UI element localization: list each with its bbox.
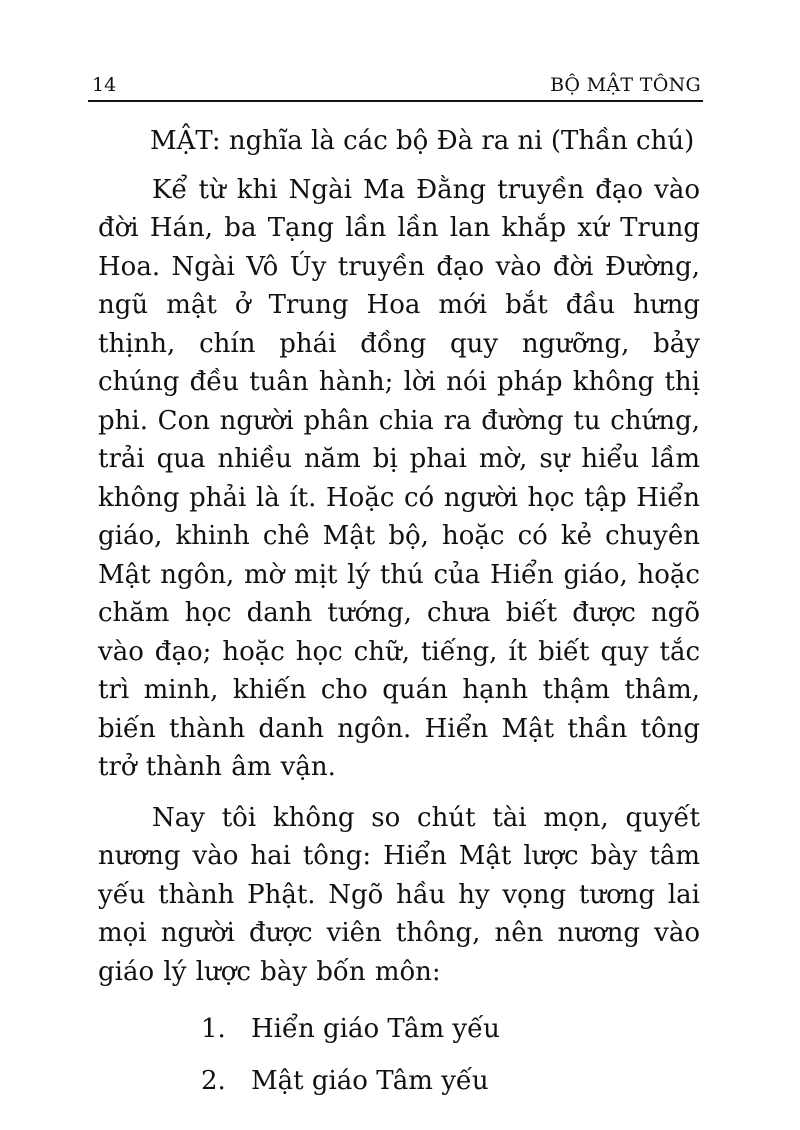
page-body [98,122,700,1107]
list-item-number: 2. [201,1065,226,1096]
list-item [98,1003,700,1055]
paragraph-1: Kể từ khi Ngài Ma Đằng truyền đạo vào đời Hán, ba Tạng lần lần lan khắp xứ Trung Hoa. Ngài Vô Úy truyền đạo vào đời Đường, ngũ mật ở Trung Hoa mới bắt đầu hưng thịnh, chín phái đồng quy ngưỡng, bảy chúng đều tuân hành; lời nói pháp không thị phi. Con người phân chia ra đường tu chứng, trải qua nhiều năm bị phai mờ, sự hiểu lầm không phải là ít. Hoặc có người học tập Hiển giáo, khinh chê Mật bộ, hoặc có kẻ chuyên Mật ngôn, mờ mịt lý thú của Hiển giáo, hoặc chăm học danh tướng, chưa biết được ngõ vào đạo; hoặc học chữ, tiếng, ít biết quy tắc trì minh, khiến cho quán hạnh thậm thâm, biến thành danh ngôn. Hiển Mật thần tông trở thành âm vận. [98,174,700,782]
definition-line: MẬT: nghĩa là các bộ Đà ra ni (Thần chú) [150,126,695,156]
running-head: BỘ MẬT TÔNG [550,74,701,96]
page-number: 14 [92,74,117,96]
page-header [88,72,703,102]
list-item-text: Mật giáo Tâm yếu [251,1065,489,1096]
list-item-text: Hiển giáo Tâm yếu [251,1013,500,1044]
list-item-number: 1. [201,1013,226,1044]
list-item [98,1055,700,1107]
numbered-list [98,1003,700,1107]
paragraph-2: Nay tôi không so chút tài mọn, quyết nương vào hai tông: Hiển Mật lược bày tâm yếu thành Phật. Ngõ hầu hy vọng tương lai mọi người được viên thông, nên nương vào giáo lý lược bày bốn môn: [98,802,700,987]
